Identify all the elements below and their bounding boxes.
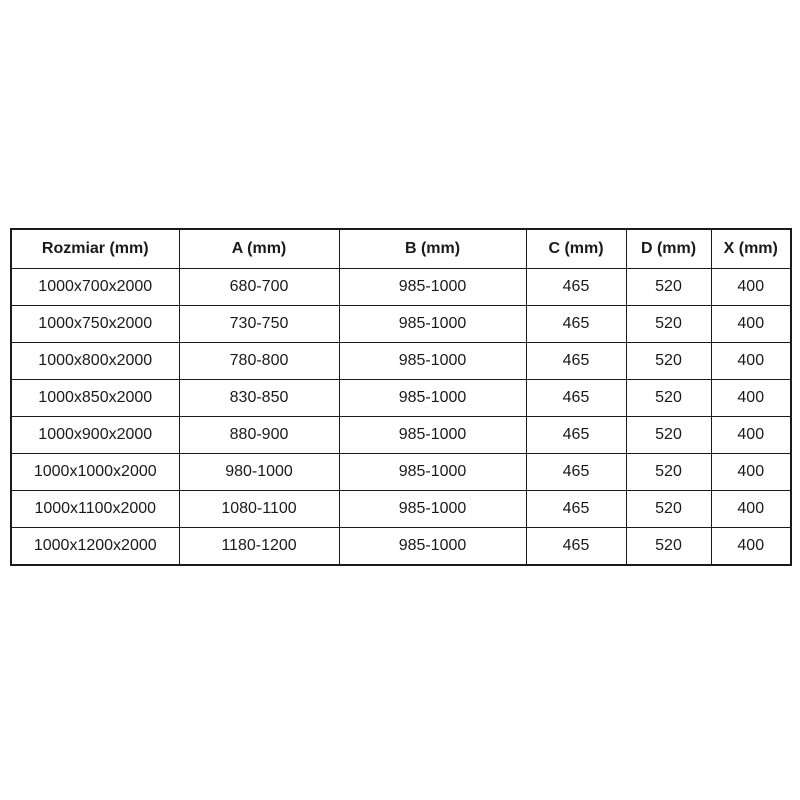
dimensions-table-container [10, 228, 790, 566]
table-body [11, 269, 791, 566]
table-header [11, 229, 791, 269]
column-header-x: X (mm) [711, 229, 791, 269]
cell-d: 520 [626, 491, 711, 528]
cell-x: 400 [711, 454, 791, 491]
table-row [11, 380, 791, 417]
cell-c: 465 [526, 491, 626, 528]
cell-b: 985-1000 [339, 491, 526, 528]
cell-x: 400 [711, 343, 791, 380]
cell-a: 730-750 [179, 306, 339, 343]
cell-c: 465 [526, 343, 626, 380]
cell-d: 520 [626, 343, 711, 380]
cell-b: 985-1000 [339, 306, 526, 343]
cell-a: 1080-1100 [179, 491, 339, 528]
cell-x: 400 [711, 491, 791, 528]
cell-x: 400 [711, 528, 791, 566]
table-row [11, 417, 791, 454]
cell-rozmiar: 1000x750x2000 [11, 306, 179, 343]
column-header-c: C (mm) [526, 229, 626, 269]
cell-a: 980-1000 [179, 454, 339, 491]
column-header-b: B (mm) [339, 229, 526, 269]
cell-d: 520 [626, 306, 711, 343]
column-header-rozmiar: Rozmiar (mm) [11, 229, 179, 269]
table-row [11, 528, 791, 566]
cell-a: 680-700 [179, 269, 339, 306]
cell-a: 780-800 [179, 343, 339, 380]
cell-d: 520 [626, 380, 711, 417]
table-row [11, 269, 791, 306]
cell-rozmiar: 1000x1100x2000 [11, 491, 179, 528]
cell-d: 520 [626, 269, 711, 306]
cell-b: 985-1000 [339, 528, 526, 566]
cell-c: 465 [526, 528, 626, 566]
cell-a: 830-850 [179, 380, 339, 417]
cell-rozmiar: 1000x800x2000 [11, 343, 179, 380]
cell-b: 985-1000 [339, 343, 526, 380]
cell-x: 400 [711, 417, 791, 454]
cell-d: 520 [626, 528, 711, 566]
cell-rozmiar: 1000x1200x2000 [11, 528, 179, 566]
table-row [11, 343, 791, 380]
cell-b: 985-1000 [339, 417, 526, 454]
cell-rozmiar: 1000x1000x2000 [11, 454, 179, 491]
cell-b: 985-1000 [339, 269, 526, 306]
cell-d: 520 [626, 417, 711, 454]
cell-c: 465 [526, 380, 626, 417]
cell-c: 465 [526, 269, 626, 306]
column-header-a: A (mm) [179, 229, 339, 269]
cell-a: 1180-1200 [179, 528, 339, 566]
column-header-d: D (mm) [626, 229, 711, 269]
cell-c: 465 [526, 454, 626, 491]
cell-c: 465 [526, 306, 626, 343]
cell-a: 880-900 [179, 417, 339, 454]
cell-rozmiar: 1000x900x2000 [11, 417, 179, 454]
table-row [11, 454, 791, 491]
cell-x: 400 [711, 306, 791, 343]
cell-d: 520 [626, 454, 711, 491]
table-row [11, 491, 791, 528]
cell-x: 400 [711, 380, 791, 417]
cell-b: 985-1000 [339, 380, 526, 417]
cell-c: 465 [526, 417, 626, 454]
cell-x: 400 [711, 269, 791, 306]
cell-b: 985-1000 [339, 454, 526, 491]
header-row [11, 229, 791, 269]
table-row [11, 306, 791, 343]
cell-rozmiar: 1000x700x2000 [11, 269, 179, 306]
cell-rozmiar: 1000x850x2000 [11, 380, 179, 417]
dimensions-table [10, 228, 792, 566]
